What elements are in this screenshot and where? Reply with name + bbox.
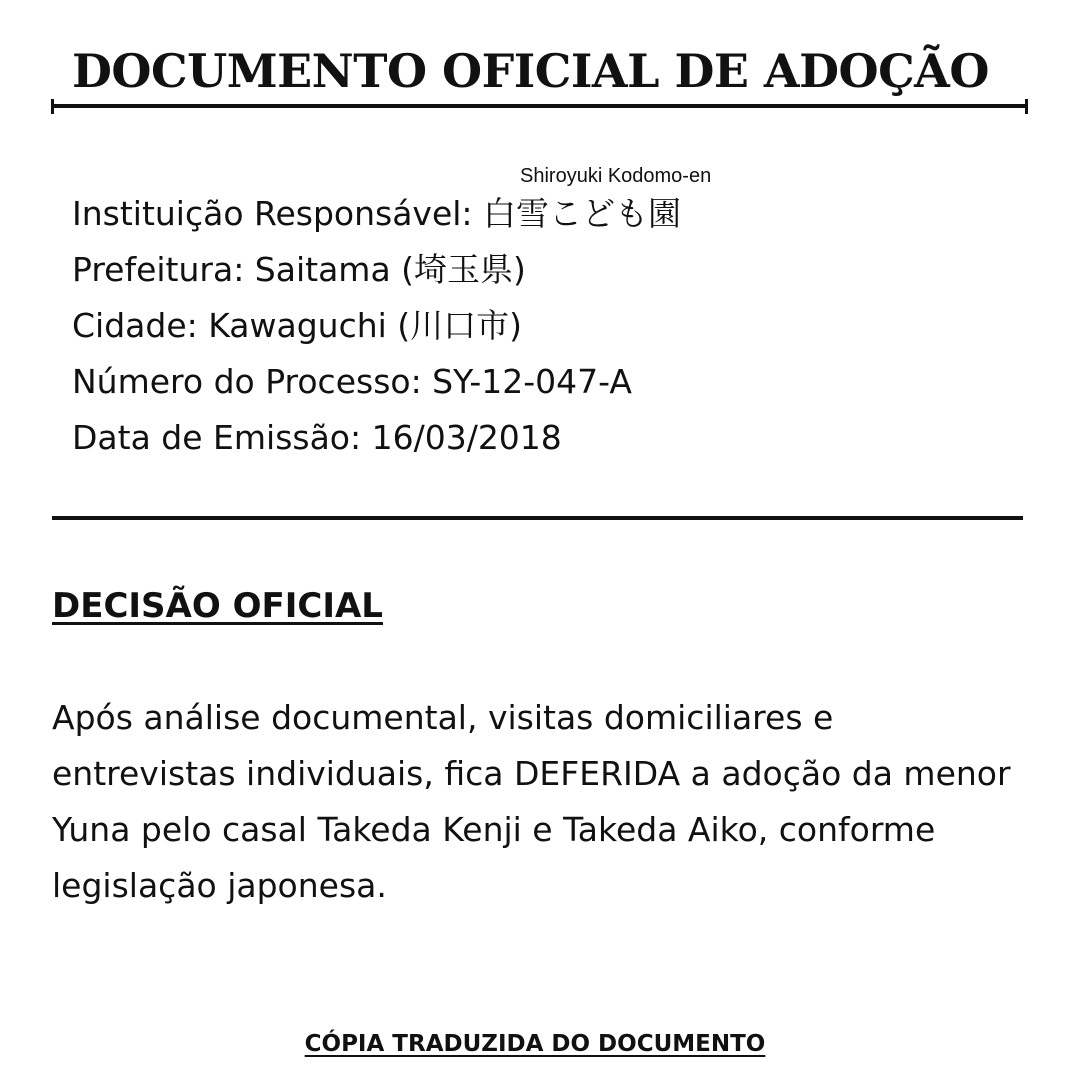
title-underline-rule (52, 104, 1028, 108)
city-line: Cidade: Kawaguchi (川口市) (72, 306, 523, 345)
document-info-block (72, 186, 1032, 466)
decision-body: Após análise documental, visitas domiciliares e entrevistas individuais, fica DEFERIDA a adoção da menor Yuna pelo casal Takeda Kenji e Takeda Aiko, conforme legislação japonesa. (52, 698, 1011, 905)
section-divider (52, 516, 1023, 520)
process-number-line: Número do Processo: SY-12-047-A (72, 362, 632, 401)
translated-copy-note: CÓPIA TRADUZIDA DO DOCUMENTO (304, 1031, 766, 1057)
document-title: DOCUMENTO OFICIAL DE ADOÇÃO (72, 44, 989, 98)
title-rule-left-cap (51, 99, 54, 114)
title-rule-right-cap (1025, 99, 1028, 114)
prefecture-line: Prefeitura: Saitama (埼玉県) (72, 250, 526, 289)
issue-date-line: Data de Emissão: 16/03/2018 (72, 418, 562, 457)
institution-reading: Shiroyuki Kodomo-en (520, 165, 712, 187)
decision-heading: DECISÃO OFICIAL (52, 586, 383, 626)
institution-line: Instituição Responsável: 白雪こども園 (72, 194, 682, 233)
